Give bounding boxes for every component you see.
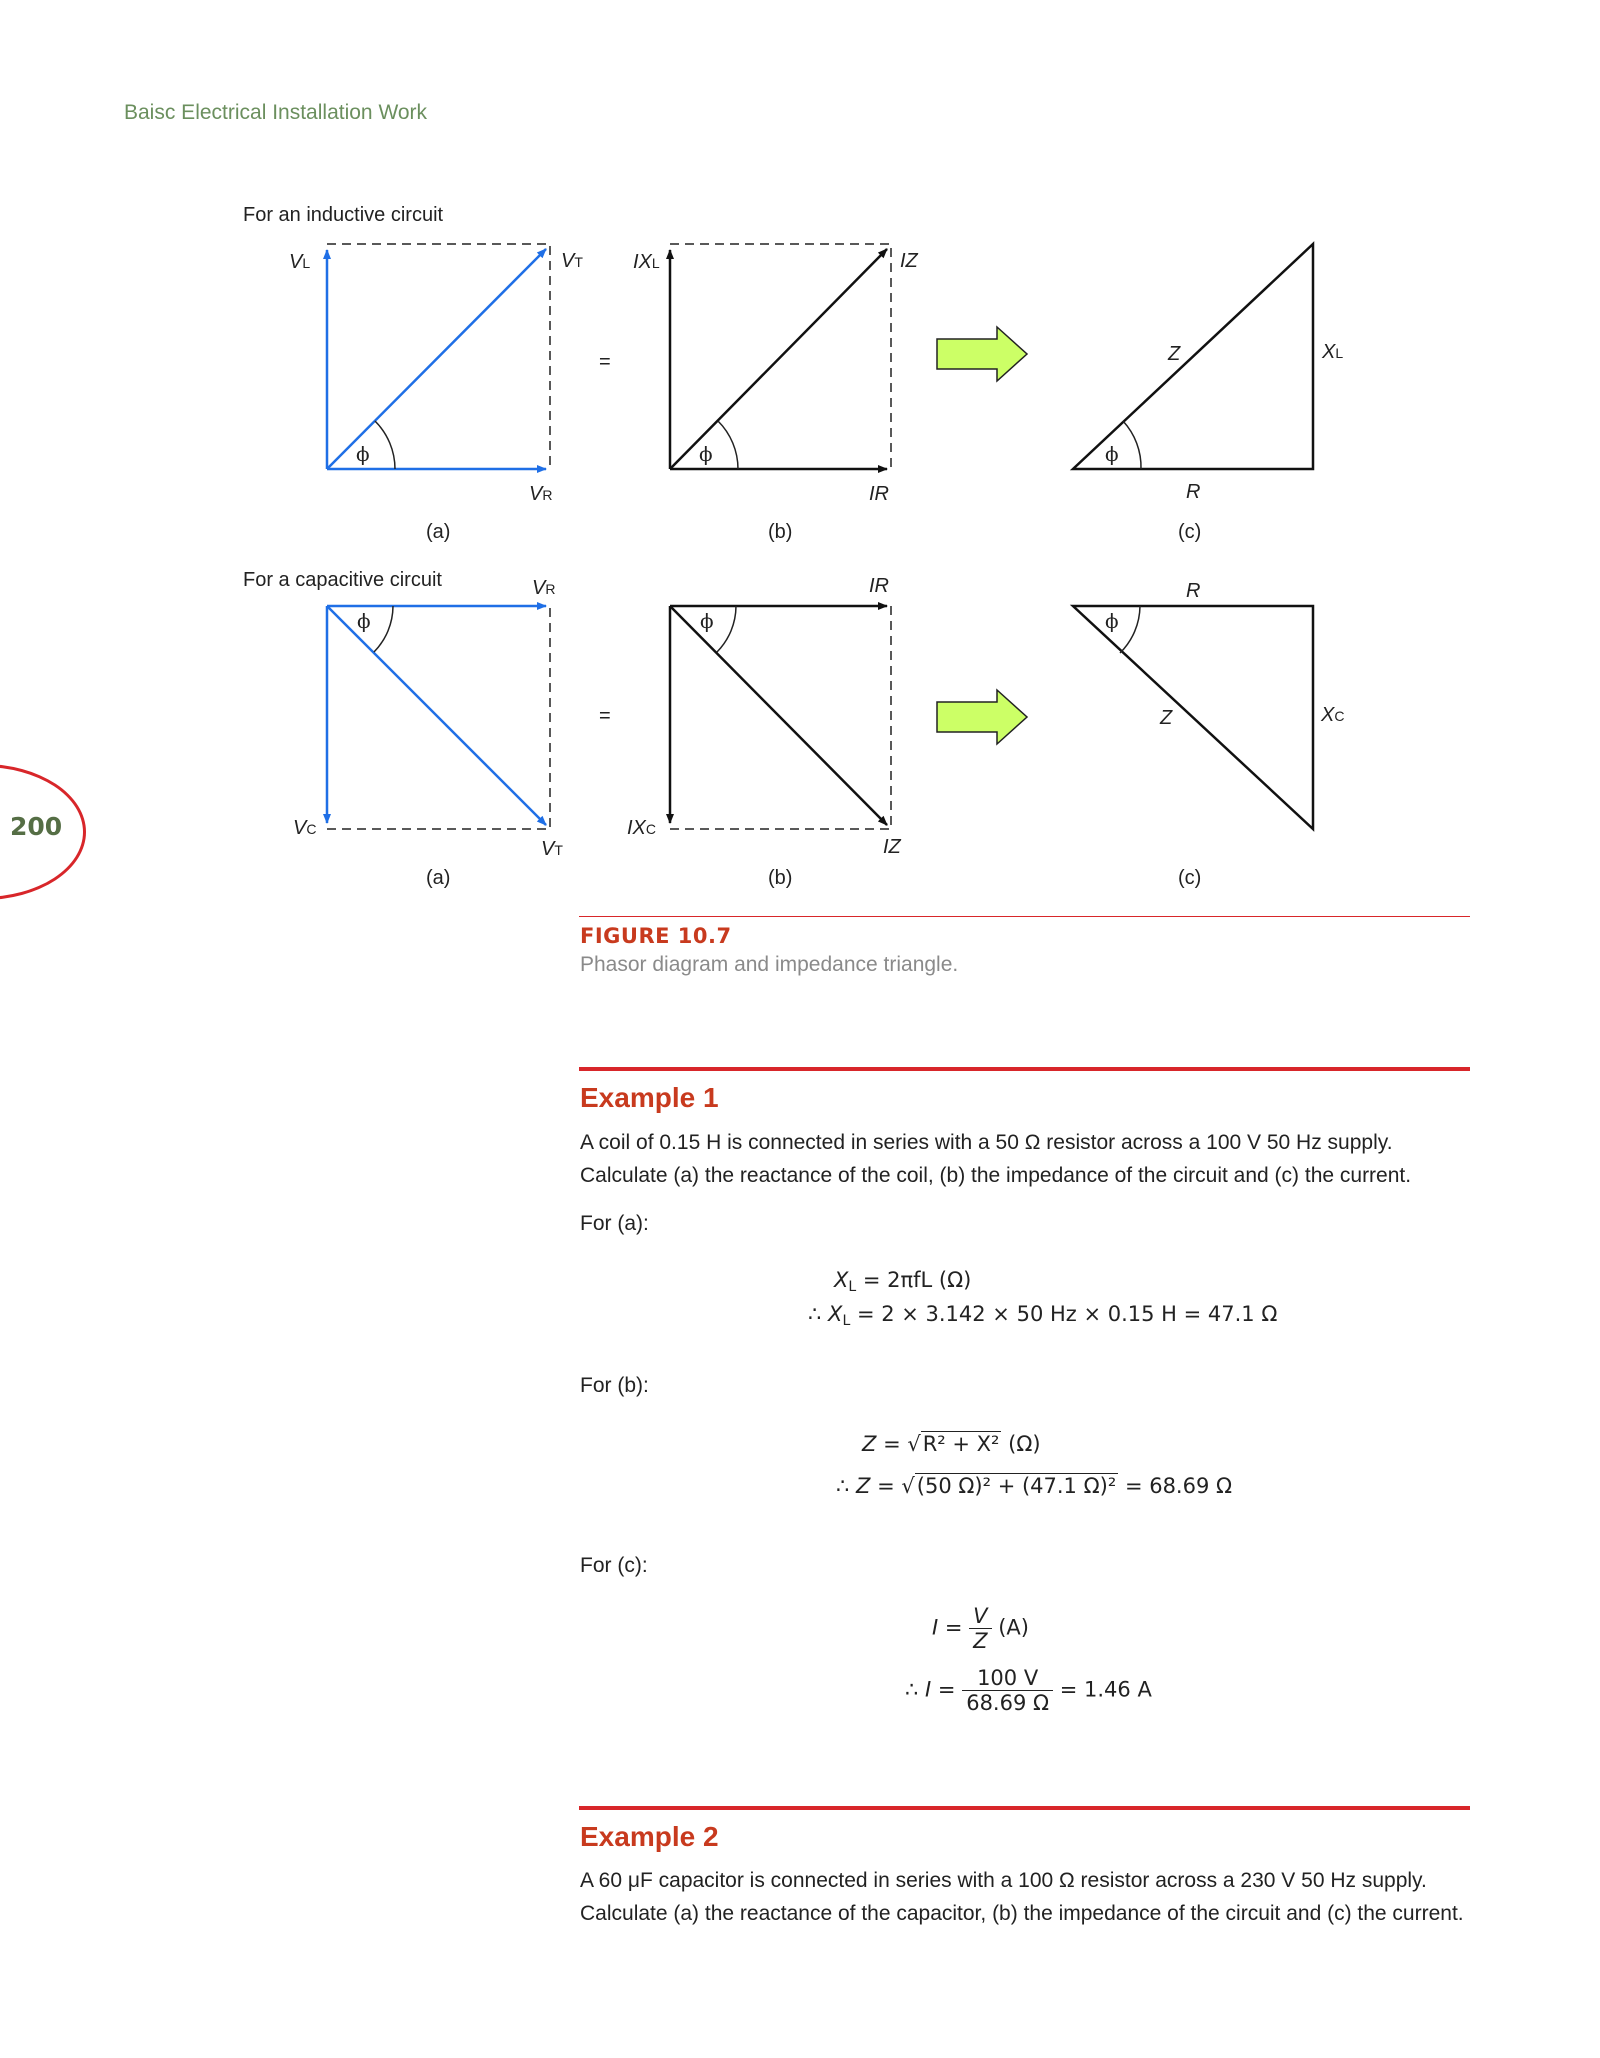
example-2-body: A 60 μF capacitor is connected in series with a 100 Ω resistor across a 230 V 50 Hz supply. Calculate (a) the reactance of the capacitor, (b) the impedance of the circuit and (c) the current.: [580, 1869, 1464, 1925]
capacitive-title: For a capacitive circuit: [243, 569, 442, 591]
equation-a2-rhs: = 2 × 3.142 × 50 Hz × 0.15 H = 47.1 Ω: [856, 1302, 1278, 1326]
vt-label: VT: [561, 250, 583, 272]
equation-b1-radicand: R² + X²: [922, 1432, 1000, 1456]
r-label: R: [1186, 481, 1201, 503]
z-label: Z: [1168, 343, 1181, 365]
phi-label: ϕ: [1105, 609, 1119, 633]
capacitive-phasor-b: [627, 575, 902, 889]
inductive-title: For an inductive circuit: [243, 204, 444, 226]
equation-b2-result: = 68.69 Ω: [1124, 1474, 1233, 1498]
right-arrow-icon: [937, 690, 1027, 744]
capacitive-phasor-a: [293, 577, 563, 889]
vl-label: VL: [289, 251, 311, 273]
equation-c2-denominator: 68.69 Ω: [966, 1691, 1050, 1715]
vr-label: VR: [532, 577, 556, 599]
equation-c1-unit: (A): [998, 1615, 1029, 1640]
panel-label-b: (b): [768, 521, 793, 543]
vr-label: VR: [529, 483, 553, 505]
for-c-label: For (c):: [580, 1554, 648, 1577]
figure-caption: Phasor diagram and impedance triangle.: [580, 953, 959, 976]
r-label: R: [1186, 580, 1201, 602]
ir-label: IR: [869, 483, 889, 505]
ixc-label: IXC: [627, 817, 657, 839]
phi-label: ϕ: [699, 442, 713, 466]
panel-label-a: (a): [426, 521, 451, 543]
phi-label: ϕ: [356, 442, 370, 466]
right-arrow-icon: [937, 327, 1027, 381]
equation-c2-numerator: 100 V: [962, 1666, 1053, 1691]
inductive-impedance-triangle: [1073, 244, 1343, 543]
ir-label: IR: [869, 575, 889, 597]
fraction: [962, 1666, 1053, 1715]
ixl-label: IXL: [633, 251, 660, 273]
vt-label: VT: [541, 838, 563, 860]
inductive-phasor-b: [633, 244, 919, 543]
vc-label: VC: [293, 817, 317, 839]
iz-label: IZ: [900, 250, 918, 272]
equals-sign: =: [599, 705, 611, 727]
equation-b2-radicand: (50 Ω)² + (47.1 Ω)²: [916, 1474, 1117, 1498]
equation-c2: ∴ I = $\frac{100 V}{68.69 \Omega}$ = 1.46 A: [905, 1666, 1152, 1715]
equation-c2-result: = 1.46 A: [1059, 1677, 1152, 1702]
z-label: Z: [1160, 707, 1173, 729]
figure-number: FIGURE 10.7: [580, 924, 732, 948]
panel-label-c: (c): [1178, 521, 1202, 543]
equals-sign: =: [599, 351, 611, 373]
phi-label: ϕ: [700, 609, 714, 633]
equation-a1: $X_L = 2\pi fL$ (Ω): [834, 1268, 972, 1295]
inductive-phasor-a: [289, 244, 583, 543]
panel-label-a: (a): [426, 867, 451, 889]
xc-label: XC: [1321, 704, 1345, 726]
example-1-rule: [579, 1067, 1470, 1071]
equation-b1-unit: (Ω): [1008, 1432, 1041, 1456]
example-1-body: A coil of 0.15 H is connected in series with a 50 Ω resistor across a 100 V 50 Hz supply. Calculate (a) the reactance of the coil, (b) the impedance of the circuit and (c) the current.: [580, 1131, 1412, 1187]
for-b-label: For (b):: [580, 1374, 649, 1397]
capacitive-impedance-triangle: [1073, 580, 1344, 889]
running-head: Baisc Electrical Installation Work: [124, 101, 428, 124]
equation-c1-denominator: Z: [973, 1629, 988, 1653]
phasor-figure: [0, 0, 1600, 910]
xl-label: XL: [1322, 341, 1344, 363]
caption-rule: [579, 916, 1470, 917]
equation-b1: Z = √R² + X² (Ω): [862, 1432, 1041, 1456]
panel-label-b: (b): [768, 867, 793, 889]
example-2-rule: [579, 1806, 1470, 1810]
equation-a2: ∴ $X_L = 2 \times 3.142 \times 50$ Hz × 0.15 H = 47.1 Ω: [808, 1302, 1278, 1329]
phi-label: ϕ: [357, 609, 371, 633]
page-number: 200: [10, 812, 63, 841]
fraction: [969, 1604, 991, 1653]
equation-c1: I = $\frac{V}{Z}$ (A): [932, 1604, 1029, 1653]
phi-label: ϕ: [1105, 442, 1119, 466]
example-1-title: Example 1: [580, 1082, 719, 1113]
for-a-label: For (a):: [580, 1212, 649, 1235]
panel-label-c: (c): [1178, 867, 1202, 889]
equation-b2: ∴ Z = √(50 Ω)² + (47.1 Ω)² = 68.69 Ω: [836, 1474, 1233, 1498]
iz-label: IZ: [883, 836, 901, 858]
equation-c1-numerator: V: [969, 1604, 991, 1629]
example-2-title: Example 2: [580, 1821, 719, 1852]
equation-a1-rhs: = 2πfL (Ω): [862, 1268, 972, 1292]
